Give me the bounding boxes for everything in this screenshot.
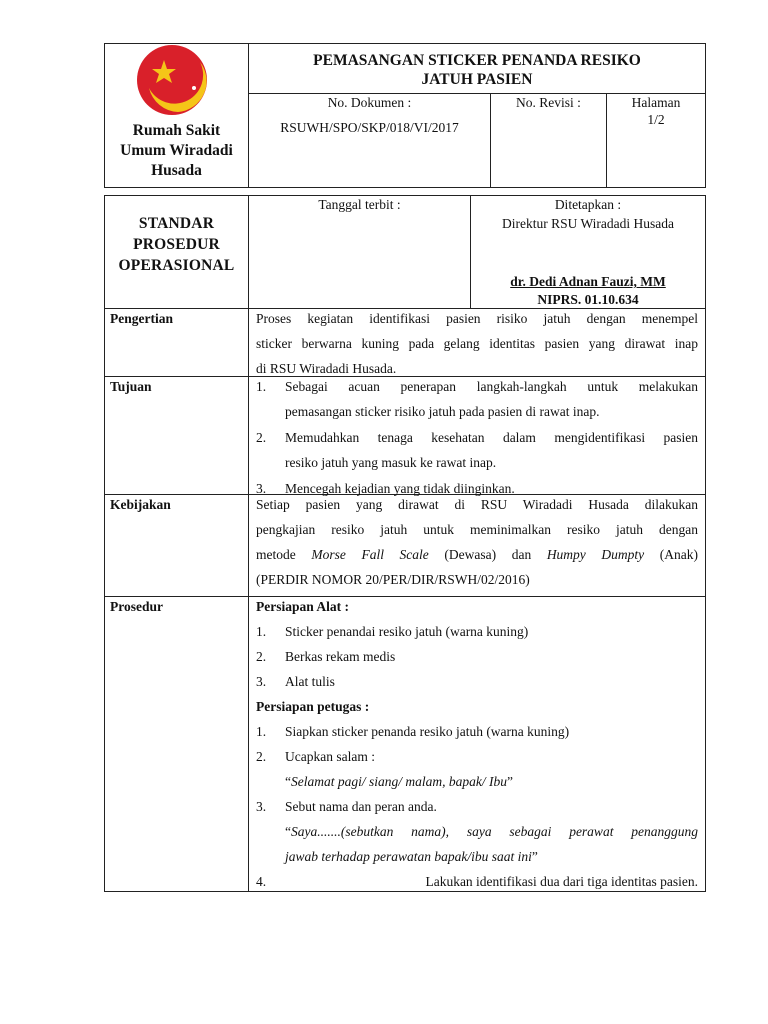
document-title: PEMASANGAN STICKER PENANDA RESIKO JATUH PASIEN [313, 52, 641, 88]
kebijakan-label: Kebijakan [110, 497, 171, 512]
tujuan-label: Tujuan [110, 379, 152, 394]
list-item: 1. Sebagai acuan penerapan langkah-langkah untuk melakukan pemasangan sticker risiko jatuh pada pasien di rawat inap. [256, 379, 698, 419]
pengertian-text: Proses kegiatan identifikasi pasien risiko jatuh dengan menempel sticker berwarna kuning pada gelang identitas pasien yang dirawat inap di RSU Wiradadi Husada. [256, 311, 698, 376]
list-item: 1. Sticker penandai resiko jatuh (warna kuning) [256, 624, 529, 639]
list-item: 4. Lakukan identifikasi dua dari tiga identitas pasien. [256, 874, 698, 889]
no-dokumen-value: RSUWH/SPO/SKP/018/VI/2017 [280, 120, 459, 135]
list-item: 1. Siapkan sticker penanda resiko jatuh (warna kuning) [256, 724, 570, 739]
crescent-star-icon [134, 44, 212, 116]
list-item: 2. Memudahkan tenaga kesehatan dalam mengidentifikasi pasien resiko jatuh yang masuk ke rawat inap. [256, 430, 698, 470]
prosedur-content [256, 594, 698, 894]
list-item: 2. Ucapkan salam : “Selamat pagi/ siang/ malam, bapak/ Ibu” [256, 749, 513, 789]
no-revisi-label: No. Revisi : [516, 95, 581, 110]
no-dokumen-label: No. Dokumen : [327, 95, 412, 110]
tanggal-terbit-label: Tanggal terbit : [318, 197, 401, 212]
halaman-cell [607, 94, 705, 128]
signer-nip: NIPRS. 01.10.634 [537, 292, 639, 307]
pengertian-label: Pengertian [110, 311, 173, 326]
hospital-logo [134, 44, 212, 116]
hospital-name: Rumah Sakit Umum Wiradadi Husada [120, 122, 233, 179]
prosedur-label: Prosedur [110, 599, 163, 614]
persiapan-petugas-heading: Persiapan petugas : [256, 699, 370, 714]
tujuan-list [256, 374, 698, 501]
list-item: 3. Mencegah kejadian yang tidak diinginkan. [256, 481, 515, 496]
halaman-value: 1/2 [647, 112, 665, 127]
list-item: 2. Berkas rekam medis [256, 649, 396, 664]
ditetapkan-by: Direktur RSU Wiradadi Husada [501, 216, 675, 231]
signer-name: dr. Dedi Adnan Fauzi, MM [510, 274, 666, 289]
spo-label: STANDAR PROSEDUR OPERASIONAL [118, 215, 235, 274]
list-item: 3. Sebut nama dan peran anda. “Saya.......(sebutkan nama), saya sebagai perawat penanggung jawab terhadap perawatan bapak/ibu saat ini” [256, 799, 698, 864]
persiapan-alat-heading: Persiapan Alat : [256, 599, 349, 614]
ditetapkan-label: Ditetapkan : [554, 197, 622, 212]
halaman-label: Halaman [631, 95, 681, 110]
list-item: 3. Alat tulis [256, 674, 335, 689]
kebijakan-text: Setiap pasien yang dirawat di RSU Wiradadi Husada dilakukan pengkajian resiko jatuh untuk meminimalkan resiko jatuh dengan metode Morse Fall Scale (Dewasa) dan Humpy Dumpty (Anak) (PERDIR NOMOR 20/PER/DIR/RSWH/02/2016) [256, 497, 698, 587]
